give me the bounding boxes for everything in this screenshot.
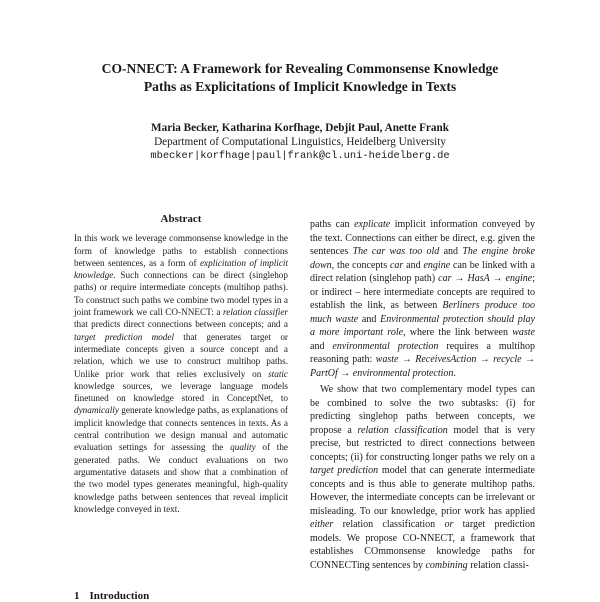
author-names: Maria Becker, Katharina Korfhage, Debjit Paul, Anette Frank — [151, 122, 449, 134]
intro-paragraph-2: We show that two complementary model types can be combined to solve the two subtasks: (i) for predicting singlehop paths between concepts, we propose a relation classification model that is very precise, but restricted to direct connections between concepts; (ii) for constructing longer paths we rely on a target prediction model that can generate intermediate concepts and is thus able to generate multihop paths. However, the intermediate concepts can be irrelevant or misleading. To our knowledge, prior work has applied either relation classification or target prediction models. We propose CO-NNECT, a framework that establishes COmmonsense knowledge paths for CONNECTing sentences by combining relation classi- — [310, 384, 536, 571]
paper-title — [40, 60, 560, 96]
abstract-heading: Abstract — [160, 213, 202, 225]
right-column — [310, 218, 535, 572]
section-heading-introduction — [74, 590, 159, 602]
section-number: 1 — [74, 590, 80, 602]
author-block — [40, 121, 560, 163]
abstract-text: In this work we leverage commonsense knowledge in the form of knowledge paths to establish connections between sentences, as a form of explicitation of implicit knowledge. Such connections can be direct (singlehop paths) or require intermediate concepts (multihop paths). To construct such paths we combine two model types in a joint framework we call CO-NNECT: a relation classifier that predicts direct connections between concepts; and a target prediction model that generates target or intermediate concepts given a source concept and a relation, which we use to construct multihop paths. Unlike prior work that relies exclusively on static knowledge sources, we leverage language models finetuned on knowledge stored in ConceptNet, to dynamically generate knowledge paths, as explanations of implicit knowledge that connects sentences in texts. As a central contribution we design manual and automatic evaluation settings for assessing the quality of the generated paths. We conduct evaluations on two argumentative datasets and show that a combination of the two model types generates meaningful, high-quality knowledge paths between sentences that reveal implicit knowledge conveyed in text. — [74, 233, 288, 514]
affiliation: Department of Computational Linguistics, Heidelberg University — [154, 136, 446, 148]
left-column — [74, 213, 288, 515]
section-title: Introduction — [89, 590, 150, 602]
author-email: mbecker|korfhage|paul|frank@cl.uni-heidelberg.de — [150, 150, 450, 162]
title-line-1: CO-NNECT: A Framework for Revealing Commonsense Knowledge — [101, 61, 499, 76]
title-line-2: Paths as Explicitations of Implicit Knowledge in Texts — [143, 79, 457, 94]
intro-paragraph-1: paths can explicate implicit information conveyed by the text. Connections can either be direct, e.g. given the sentences The car was too old and The engine broke down, the concepts car and engine can be linked with a direct relation (singlehop path) car → HasA → engine; or indirect – here intermediate concepts are required to establish the link, as between Berliners produce too much waste and Environmental protection should play a more important role, where the link between waste and environmental protection requires a multihop reasoning path: waste → ReceivesAction → recycle → PartOf → environmental protection. — [310, 219, 536, 379]
